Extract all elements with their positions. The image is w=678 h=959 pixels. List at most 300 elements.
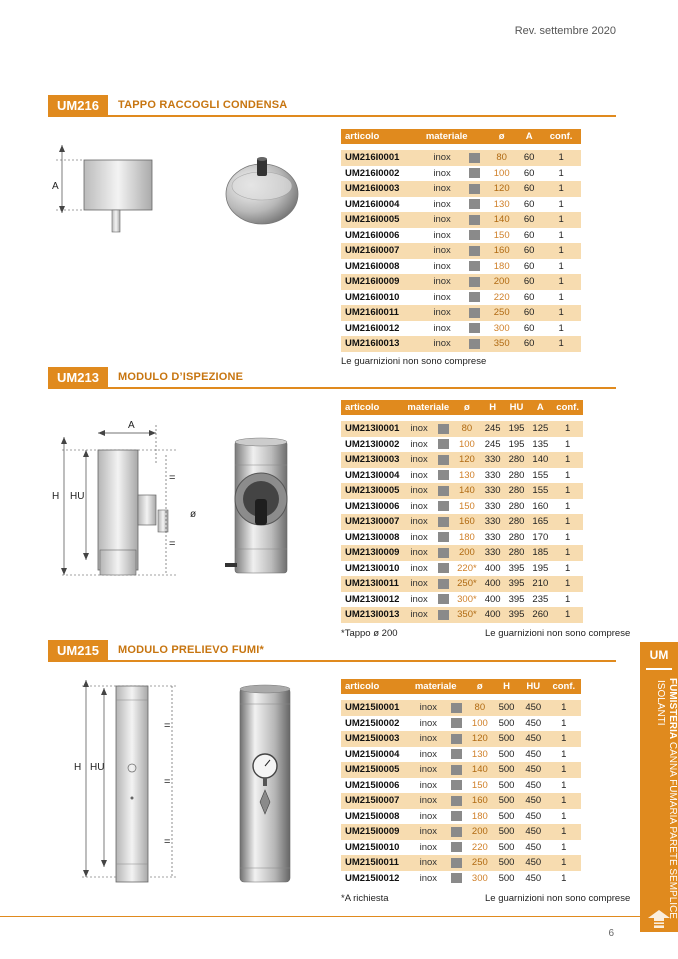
- col-materiale: materiale: [422, 129, 486, 144]
- cell-diametro: 120: [466, 731, 493, 747]
- cell-h: 330: [481, 468, 505, 484]
- ispezione-product-photo: [225, 437, 300, 577]
- table-row: [341, 809, 581, 825]
- cell-h: 330: [481, 483, 505, 499]
- inox-color-swatch: [438, 579, 449, 589]
- cell-conf: 1: [541, 305, 581, 321]
- table-row: [341, 437, 583, 453]
- table-body: [341, 415, 583, 623]
- cell-hu: 450: [520, 747, 547, 763]
- dim-h-label: H: [74, 762, 82, 773]
- inox-color-swatch: [469, 215, 480, 225]
- cell-h: 500: [493, 700, 520, 716]
- cell-hu: 450: [520, 855, 547, 871]
- cell-h: 500: [493, 731, 520, 747]
- cell-articolo: UM216I0010: [341, 290, 422, 306]
- inox-color-swatch: [438, 501, 449, 511]
- table-row: [341, 607, 583, 623]
- cell-diametro: 350: [486, 336, 517, 352]
- cell-articolo: UM213I0003: [341, 452, 403, 468]
- cell-hu: 280: [505, 545, 529, 561]
- section-title: MODULO D’ISPEZIONE: [118, 371, 244, 383]
- cell-conf: 1: [547, 716, 581, 732]
- sidebar-category: [654, 678, 678, 918]
- dim-h-label: H: [52, 491, 60, 502]
- inox-color-swatch: [469, 153, 480, 163]
- inox-color-swatch: [469, 339, 480, 349]
- material-swatch: [446, 747, 467, 763]
- table-um215: [341, 679, 581, 886]
- inox-color-swatch: [451, 780, 462, 790]
- cell-h: 330: [481, 452, 505, 468]
- table-row: [341, 259, 581, 275]
- cell-diametro: 200: [486, 274, 517, 290]
- cell-materiale: inox: [422, 274, 463, 290]
- cell-articolo: UM213I0007: [341, 514, 403, 530]
- table-row: [341, 778, 581, 794]
- cell-articolo: UM216I0009: [341, 274, 422, 290]
- cell-conf: 1: [541, 274, 581, 290]
- cell-diametro: 140: [466, 762, 493, 778]
- cell-conf: 1: [541, 321, 581, 337]
- table-um213: [341, 400, 583, 623]
- cell-a: 140: [528, 452, 552, 468]
- section-header-um215: [48, 640, 616, 662]
- table-row: [341, 197, 581, 213]
- table-row: [341, 305, 581, 321]
- material-swatch: [446, 793, 467, 809]
- material-swatch: [446, 778, 467, 794]
- cell-conf: 1: [552, 561, 583, 577]
- cell-materiale: inox: [403, 607, 434, 623]
- cell-hu: 450: [520, 700, 547, 716]
- cell-a: 60: [517, 243, 541, 259]
- cell-materiale: inox: [403, 468, 434, 484]
- material-swatch: [446, 762, 467, 778]
- cell-hu: 450: [520, 778, 547, 794]
- cell-materiale: inox: [403, 514, 434, 530]
- note-left: *Tappo ø 200: [341, 628, 398, 639]
- cell-h: 500: [493, 871, 520, 887]
- page-number: 6: [608, 928, 614, 939]
- arrow-up-icon: [648, 910, 670, 928]
- tappo-product-photo: [222, 150, 302, 230]
- cell-diametro: 180: [466, 809, 493, 825]
- cell-hu: 395: [505, 561, 529, 577]
- cell-materiale: inox: [422, 321, 463, 337]
- col-h: H: [481, 400, 505, 415]
- cell-a: 60: [517, 197, 541, 213]
- inox-color-swatch: [469, 184, 480, 194]
- section-header-um213: [48, 367, 616, 389]
- cell-conf: 1: [541, 243, 581, 259]
- table-header-row: [341, 679, 581, 694]
- cell-diametro: 300: [486, 321, 517, 337]
- cell-h: 500: [493, 809, 520, 825]
- cell-conf: 1: [552, 468, 583, 484]
- cell-diametro: 130: [466, 747, 493, 763]
- inox-color-swatch: [469, 230, 480, 240]
- cell-diametro: 150: [466, 778, 493, 794]
- cell-articolo: UM213I0011: [341, 576, 403, 592]
- table-body: [341, 694, 581, 886]
- material-swatch: [435, 576, 453, 592]
- inox-color-swatch: [438, 486, 449, 496]
- cell-diametro: 100: [466, 716, 493, 732]
- cell-articolo: UM215I0011: [341, 855, 411, 871]
- cell-materiale: inox: [411, 793, 446, 809]
- cell-a: 60: [517, 166, 541, 182]
- footer-rule: [0, 916, 640, 917]
- material-swatch: [462, 259, 486, 275]
- cell-diametro: 130: [453, 468, 481, 484]
- cell-materiale: inox: [422, 212, 463, 228]
- cell-articolo: UM216I0002: [341, 166, 422, 182]
- table-row: [341, 747, 581, 763]
- cell-materiale: inox: [411, 747, 446, 763]
- cell-diametro: 180: [453, 530, 481, 546]
- cell-articolo: UM216I0001: [341, 150, 422, 166]
- cell-a: 135: [528, 437, 552, 453]
- cell-conf: 1: [552, 437, 583, 453]
- cell-a: 60: [517, 321, 541, 337]
- dim-hu-label: HU: [90, 762, 105, 773]
- table-row: [341, 530, 583, 546]
- material-swatch: [462, 166, 486, 182]
- cell-materiale: inox: [411, 762, 446, 778]
- cell-articolo: UM216I0007: [341, 243, 422, 259]
- cell-h: 330: [481, 514, 505, 530]
- material-swatch: [462, 212, 486, 228]
- cell-h: 245: [481, 437, 505, 453]
- table-row: [341, 243, 581, 259]
- cell-hu: 280: [505, 452, 529, 468]
- sidebar-code: UM: [649, 648, 669, 662]
- cell-h: 400: [481, 607, 505, 623]
- cell-articolo: UM215I0005: [341, 762, 411, 778]
- table-row: [341, 421, 583, 437]
- cell-diametro: 250: [486, 305, 517, 321]
- inox-color-swatch: [451, 873, 462, 883]
- cell-articolo: UM213I0008: [341, 530, 403, 546]
- inox-color-swatch: [438, 610, 449, 620]
- col-articolo: articolo: [341, 129, 422, 144]
- cell-conf: 1: [547, 762, 581, 778]
- cell-materiale: inox: [403, 421, 434, 437]
- dim-a-label: A: [52, 181, 59, 192]
- material-swatch: [435, 561, 453, 577]
- cell-diametro: 120: [486, 181, 517, 197]
- cell-articolo: UM213I0001: [341, 421, 403, 437]
- table-row: [341, 181, 581, 197]
- cell-conf: 1: [547, 855, 581, 871]
- cell-conf: 1: [552, 545, 583, 561]
- col-diametro: ø: [453, 400, 481, 415]
- table-row: [341, 336, 581, 352]
- col-articolo: articolo: [341, 679, 411, 694]
- cell-h: 500: [493, 855, 520, 871]
- cell-h: 400: [481, 592, 505, 608]
- cell-hu: 280: [505, 514, 529, 530]
- table-row: [341, 321, 581, 337]
- note-left: *A richiesta: [341, 893, 389, 904]
- table-row: [341, 228, 581, 244]
- cell-conf: 1: [552, 530, 583, 546]
- inox-color-swatch: [469, 308, 480, 318]
- cell-articolo: UM213I0010: [341, 561, 403, 577]
- cell-h: 500: [493, 778, 520, 794]
- cell-diametro: 200: [466, 824, 493, 840]
- dim-eq-bottom: =: [169, 538, 176, 550]
- cell-conf: 1: [547, 731, 581, 747]
- table-row: [341, 855, 581, 871]
- section-title: TAPPO RACCOGLI CONDENSA: [118, 99, 288, 111]
- cell-hu: 450: [520, 716, 547, 732]
- cell-h: 330: [481, 499, 505, 515]
- cell-articolo: UM216I0003: [341, 181, 422, 197]
- cell-diametro: 250*: [453, 576, 481, 592]
- cell-conf: 1: [552, 592, 583, 608]
- table-row: [341, 290, 581, 306]
- material-swatch: [462, 181, 486, 197]
- dim-eq-middle: =: [164, 776, 171, 788]
- cell-conf: 1: [541, 181, 581, 197]
- table-row: [341, 514, 583, 530]
- cell-diametro: 350*: [453, 607, 481, 623]
- cell-articolo: UM216I0006: [341, 228, 422, 244]
- cell-hu: 395: [505, 592, 529, 608]
- cell-h: 500: [493, 824, 520, 840]
- cell-h: 500: [493, 793, 520, 809]
- inox-color-swatch: [451, 827, 462, 837]
- cell-conf: 1: [541, 197, 581, 213]
- inox-color-swatch: [469, 246, 480, 256]
- inox-color-swatch: [438, 439, 449, 449]
- inox-color-swatch: [469, 261, 480, 271]
- cell-diametro: 160: [453, 514, 481, 530]
- inox-color-swatch: [451, 703, 462, 713]
- cell-diametro: 220: [486, 290, 517, 306]
- cell-diametro: 200: [453, 545, 481, 561]
- inox-color-swatch: [438, 548, 449, 558]
- material-swatch: [462, 150, 486, 166]
- revision-date: Rev. settembre 2020: [514, 25, 616, 37]
- cell-diametro: 130: [486, 197, 517, 213]
- table-row: [341, 274, 581, 290]
- cell-h: 500: [493, 840, 520, 856]
- col-hu: HU: [505, 400, 529, 415]
- cell-a: 210: [528, 576, 552, 592]
- inox-color-swatch: [438, 594, 449, 604]
- material-swatch: [446, 731, 467, 747]
- cell-hu: 450: [520, 793, 547, 809]
- inox-color-swatch: [438, 517, 449, 527]
- prelievo-product-photo: [236, 682, 296, 887]
- material-swatch: [462, 305, 486, 321]
- cell-materiale: inox: [422, 305, 463, 321]
- table-row: [341, 716, 581, 732]
- cell-articolo: UM216I0008: [341, 259, 422, 275]
- cell-materiale: inox: [422, 290, 463, 306]
- cell-articolo: UM216I0004: [341, 197, 422, 213]
- cell-a: 60: [517, 259, 541, 275]
- cell-diametro: 300*: [453, 592, 481, 608]
- cell-materiale: inox: [411, 871, 446, 887]
- cell-materiale: inox: [411, 700, 446, 716]
- note-right: Le guarnizioni non sono comprese: [485, 893, 631, 904]
- cell-hu: 280: [505, 483, 529, 499]
- prelievo-technical-drawing: [68, 672, 198, 887]
- cell-a: 195: [528, 561, 552, 577]
- cell-h: 330: [481, 545, 505, 561]
- material-swatch: [435, 468, 453, 484]
- table-row: [341, 762, 581, 778]
- inox-color-swatch: [451, 858, 462, 868]
- cell-hu: 195: [505, 421, 529, 437]
- table-row: [341, 212, 581, 228]
- cell-conf: 1: [552, 499, 583, 515]
- col-diametro: ø: [466, 679, 493, 694]
- cell-articolo: UM215I0010: [341, 840, 411, 856]
- col-diametro: ø: [486, 129, 517, 144]
- table-header-row: [341, 129, 581, 144]
- cell-h: 500: [493, 762, 520, 778]
- table-row: [341, 499, 583, 515]
- material-swatch: [462, 321, 486, 337]
- cell-a: 155: [528, 483, 552, 499]
- cell-h: 500: [493, 716, 520, 732]
- material-swatch: [462, 197, 486, 213]
- cell-diametro: 220*: [453, 561, 481, 577]
- material-swatch: [446, 716, 467, 732]
- cell-diametro: 100: [486, 166, 517, 182]
- table-row: [341, 840, 581, 856]
- cell-materiale: inox: [411, 840, 446, 856]
- material-swatch: [435, 452, 453, 468]
- cell-conf: 1: [552, 483, 583, 499]
- cell-diametro: 160: [486, 243, 517, 259]
- cell-materiale: inox: [422, 243, 463, 259]
- cell-conf: 1: [547, 871, 581, 887]
- cell-articolo: UM215I0006: [341, 778, 411, 794]
- cell-diametro: 80: [453, 421, 481, 437]
- material-swatch: [435, 437, 453, 453]
- cell-materiale: inox: [403, 592, 434, 608]
- cell-materiale: inox: [422, 336, 463, 352]
- cell-articolo: UM213I0004: [341, 468, 403, 484]
- inox-color-swatch: [438, 532, 449, 542]
- cell-a: 60: [517, 336, 541, 352]
- cell-conf: 1: [547, 747, 581, 763]
- cell-a: 60: [517, 228, 541, 244]
- tappo-technical-drawing: [48, 140, 158, 240]
- col-a: A: [517, 129, 541, 144]
- cell-hu: 450: [520, 809, 547, 825]
- material-swatch: [446, 824, 467, 840]
- cell-articolo: UM215I0001: [341, 700, 411, 716]
- material-swatch: [435, 483, 453, 499]
- cell-hu: 450: [520, 762, 547, 778]
- note-right: Le guarnizioni non sono comprese: [485, 628, 631, 639]
- cell-diametro: 180: [486, 259, 517, 275]
- sidebar-bold: FUMISTERIA: [667, 678, 678, 740]
- col-conf: conf.: [547, 679, 581, 694]
- cell-diametro: 300: [466, 871, 493, 887]
- inox-color-swatch: [469, 292, 480, 302]
- material-swatch: [435, 592, 453, 608]
- cell-diametro: 140: [453, 483, 481, 499]
- cell-materiale: inox: [422, 259, 463, 275]
- cell-articolo: UM213I0002: [341, 437, 403, 453]
- cell-hu: 450: [520, 840, 547, 856]
- cell-a: 185: [528, 545, 552, 561]
- cell-conf: 1: [541, 290, 581, 306]
- cell-articolo: UM213I0006: [341, 499, 403, 515]
- cell-materiale: inox: [422, 150, 463, 166]
- cell-hu: 450: [520, 871, 547, 887]
- cell-h: 245: [481, 421, 505, 437]
- section-code: UM213: [48, 367, 108, 389]
- cell-h: 400: [481, 561, 505, 577]
- dim-eq-top: =: [164, 720, 171, 732]
- table-row: [341, 150, 581, 166]
- cell-conf: 1: [552, 576, 583, 592]
- cell-conf: 1: [541, 228, 581, 244]
- cell-diametro: 150: [453, 499, 481, 515]
- cell-hu: 280: [505, 499, 529, 515]
- table-row: [341, 731, 581, 747]
- table-header-row: [341, 400, 583, 415]
- cell-materiale: inox: [411, 855, 446, 871]
- cell-a: 160: [528, 499, 552, 515]
- cell-materiale: inox: [403, 452, 434, 468]
- cell-materiale: inox: [403, 561, 434, 577]
- cell-articolo: UM215I0008: [341, 809, 411, 825]
- cell-conf: 1: [541, 336, 581, 352]
- cell-materiale: inox: [403, 499, 434, 515]
- cell-articolo: UM216I0012: [341, 321, 422, 337]
- material-swatch: [435, 545, 453, 561]
- cell-articolo: UM213I0012: [341, 592, 403, 608]
- cell-diametro: 100: [453, 437, 481, 453]
- inox-color-swatch: [469, 323, 480, 333]
- cell-diametro: 160: [466, 793, 493, 809]
- inox-color-swatch: [469, 168, 480, 178]
- cell-articolo: UM215I0003: [341, 731, 411, 747]
- cell-hu: 280: [505, 530, 529, 546]
- table-row: [341, 483, 583, 499]
- cell-materiale: inox: [403, 437, 434, 453]
- inox-color-swatch: [438, 424, 449, 434]
- cell-a: 60: [517, 305, 541, 321]
- section-header-um216: [48, 95, 616, 117]
- cell-conf: 1: [552, 452, 583, 468]
- cell-materiale: inox: [411, 778, 446, 794]
- table-row: [341, 793, 581, 809]
- cell-hu: 395: [505, 576, 529, 592]
- cell-h: 330: [481, 530, 505, 546]
- table-row: [341, 452, 583, 468]
- cell-h: 500: [493, 747, 520, 763]
- cell-materiale: inox: [403, 530, 434, 546]
- cell-a: 235: [528, 592, 552, 608]
- col-materiale: materiale: [411, 679, 467, 694]
- cell-articolo: UM216I0011: [341, 305, 422, 321]
- col-h: H: [493, 679, 520, 694]
- dim-eq-bottom: =: [164, 836, 171, 848]
- inox-color-swatch: [438, 470, 449, 480]
- dim-eq-top: =: [169, 472, 176, 484]
